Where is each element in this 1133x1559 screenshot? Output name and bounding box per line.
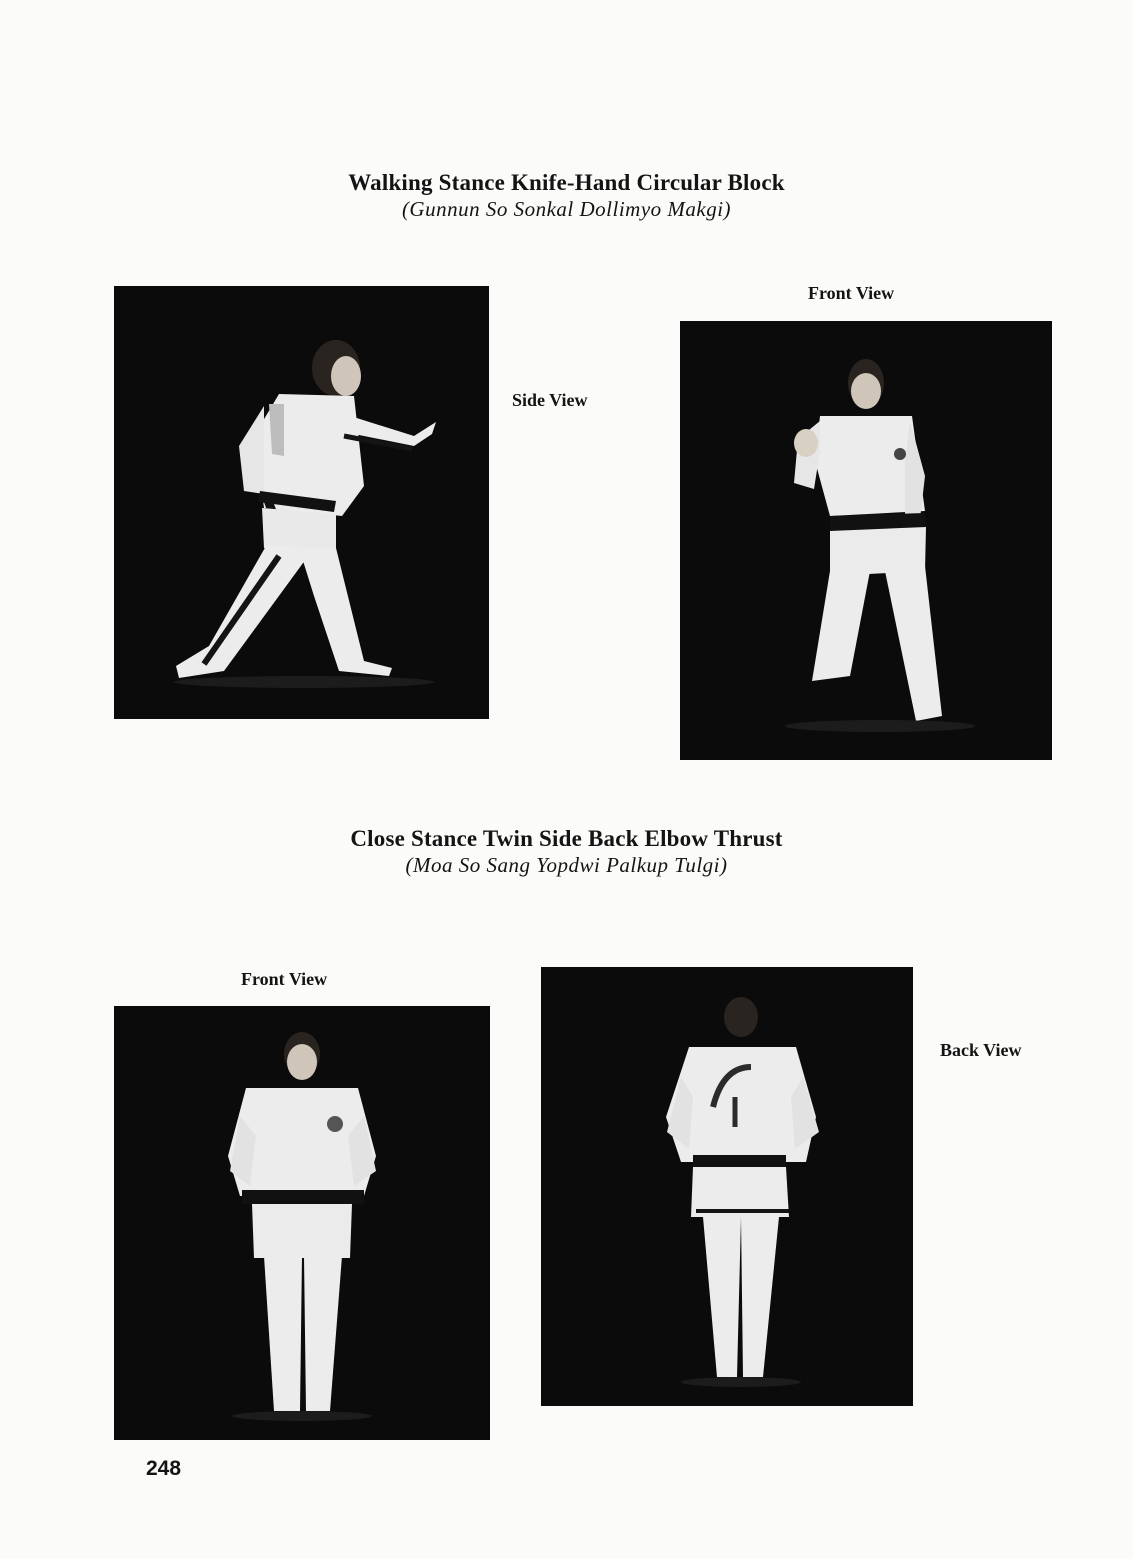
section-1-title: Walking Stance Knife-Hand Circular Block: [348, 170, 785, 195]
photo-side-view: [114, 286, 489, 719]
figure-front-view-2: [114, 1006, 490, 1440]
back-view-label: Back View: [940, 1040, 1022, 1060]
photo-back-view: [541, 967, 913, 1406]
figure-back-view: [541, 967, 913, 1406]
section-2-subtitle: (Moa So Sang Yopdwi Palkup Tulgi): [405, 853, 728, 877]
section-2-heading: [0, 826, 1133, 878]
front-view-label-2: Front View: [241, 969, 328, 989]
photo-front-view-1: [680, 321, 1052, 760]
section-2-title: Close Stance Twin Side Back Elbow Thrust: [350, 826, 783, 851]
figure-front-view-1: [680, 321, 1052, 760]
front-view-label-1: Front View: [808, 283, 895, 303]
section-1-subtitle: (Gunnun So Sonkal Dollimyo Makgi): [401, 197, 732, 221]
section-1-heading: [0, 170, 1133, 222]
figure-side-view: [114, 286, 489, 719]
page-number: 248: [146, 1457, 182, 1480]
side-view-label: Side View: [512, 390, 588, 410]
photo-front-view-2: [114, 1006, 490, 1440]
